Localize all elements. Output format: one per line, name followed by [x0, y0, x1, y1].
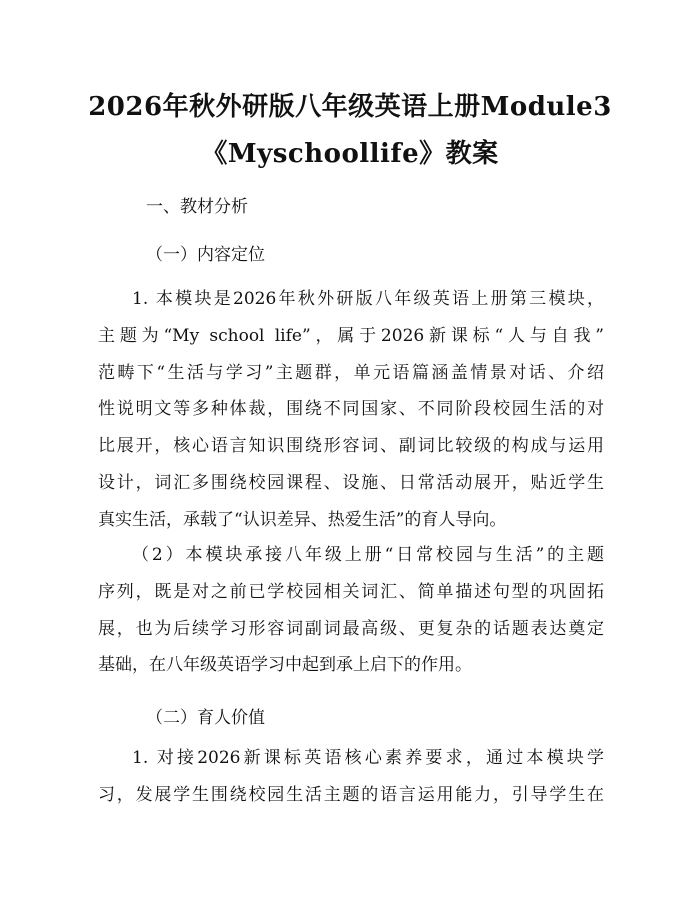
- paragraph-line: 比展开，核心语言知识围绕形容词、副词比较级的构成与运用: [98, 436, 604, 457]
- paragraph-line: 设计，词汇多围绕校园课程、设施、日常活动展开，贴近学生: [98, 472, 604, 493]
- paragraph-line: 习，发展学生围绕校园生活主题的语言运用能力，引导学生在: [98, 784, 604, 805]
- subsection-heading-content-positioning: （一）内容定位: [146, 245, 265, 265]
- paragraph-line: 主题为“My school life”，属于2026新课标“人与自我”: [98, 325, 604, 346]
- paragraph-module-connection: [98, 537, 604, 684]
- subsection-heading-educational-value: （二）育人价值: [146, 708, 265, 728]
- section-heading-textbook-analysis: 一、教材分析: [146, 197, 248, 217]
- paragraph-line: 1. 对接2026新课标英语核心素养要求，通过本模块学: [132, 748, 604, 768]
- paragraph-line: 展，也为后续学习形容词副词最高级、更复杂的话题表达奠定: [98, 618, 604, 639]
- paragraph-line: 范畴下“生活与学习”主题群，单元语篇涵盖情景对话、介绍: [98, 362, 604, 383]
- paragraph-line: 序列，既是对之前已学校园相关词汇、简单描述句型的巩固拓: [98, 581, 604, 602]
- paragraph-line: 性说明文等多种体裁，围绕不同国家、不同阶段校园生活的对: [98, 399, 604, 420]
- paragraph-line: 1. 本模块是2026年秋外研版八年级英语上册第三模块，: [132, 289, 604, 309]
- paragraph-module-overview: [98, 281, 604, 539]
- paragraph-core-literacy: [98, 740, 604, 814]
- paragraph-line: （2）本模块承接八年级上册“日常校园与生活”的主题: [132, 545, 604, 565]
- document-title-line-2: 《Myschoollife》教案: [201, 139, 499, 169]
- document-title-line-1: 2026年秋外研版八年级英语上册Module3: [88, 92, 612, 122]
- paragraph-line: 真实生活，承载了“认识差异、热爱生活”的育人导向。: [98, 509, 507, 530]
- paragraph-line: 基础，在八年级英语学习中起到承上启下的作用。: [98, 655, 472, 676]
